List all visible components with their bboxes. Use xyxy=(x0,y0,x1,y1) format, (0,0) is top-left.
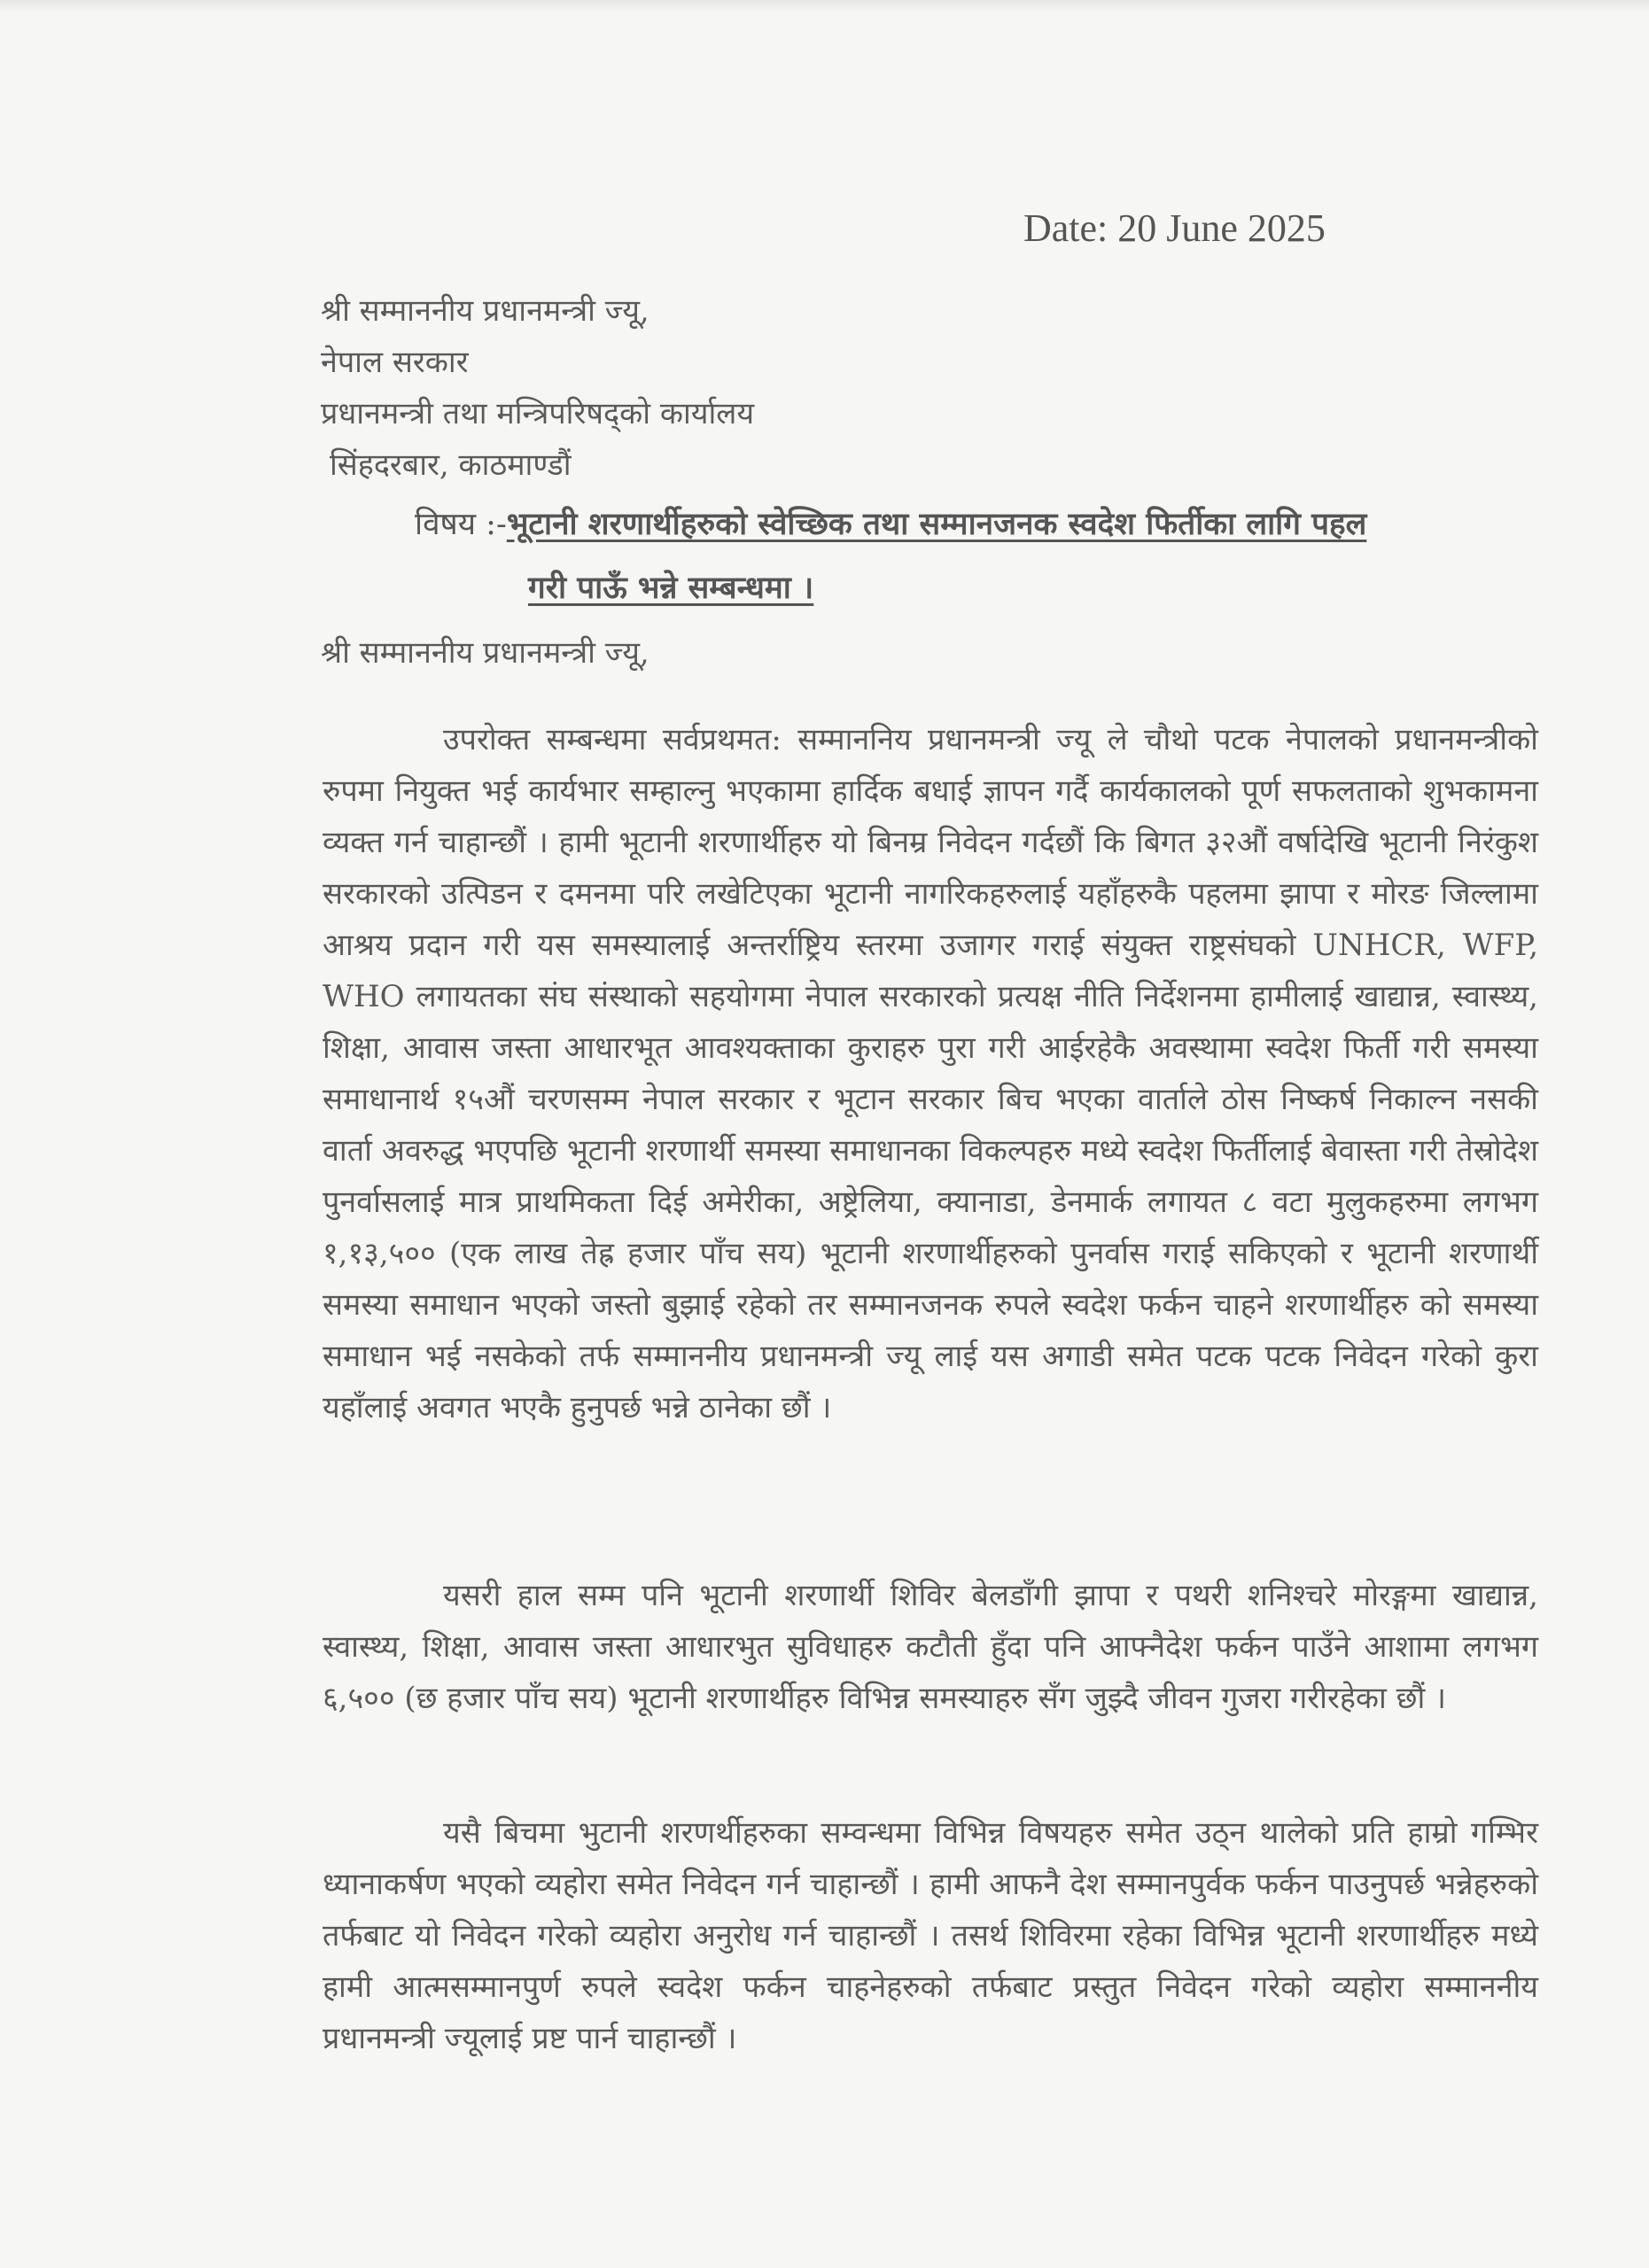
subject-line-2: गरी पाऊँ भन्ने सम्बन्धमा । xyxy=(528,570,814,606)
salutation: श्री सम्माननीय प्रधानमन्त्री ज्यू, xyxy=(321,635,649,671)
recipient-government: नेपाल सरकार xyxy=(321,345,469,380)
recipient-title: श्री सम्माननीय प्रधानमन्त्री ज्यू, xyxy=(321,293,649,329)
letter-subject xyxy=(415,493,1513,620)
subject-line-1: भूटानी शरणार्थीहरुको स्वेच्छिक तथा सम्मानजनक स्वदेश फिर्तीका लागि पहल xyxy=(506,506,1367,542)
letter-date: Date: 20 June 2025 xyxy=(1023,206,1326,250)
recipient-office: प्रधानमन्त्री तथा मन्त्रिपरिषद्को कार्यालय xyxy=(321,396,755,431)
body-paragraph-2: यसरी हाल सम्म पनि भूटानी शरणार्थी शिविर बेलडाँगी झापा र पथरी शनिश्चरे मोरङ्गमा खाद्यान्न, स्वास्थ्य, शिक्षा, आवास जस्ता आधारभुत सुविधाहरु कटौती हुँदा पनि आफ्नैदेश फर्कन पाउँने आशामा लगभग ६,५०० (छ हजार पाँच सय) भूटानी शरणार्थीहरु विभिन्न समस्याहरु सँग जुझ्दै जीवन गुजरा गरीरहेका छौं । xyxy=(323,1578,1538,1716)
body-paragraph-3: यसै बिचमा भुटानी शरणर्थीहरुका सम्वन्धमा विभिन्न विषयहरु समेत उठ्न थालेको प्रति हाम्रो गम्भिर ध्यानाकर्षण भएको व्यहोरा समेत निवेदन गर्न चाहान्छौं । हामी आफनै देश सम्मानपुर्वक फर्कन पाउनुपर्छ भन्नेहरुको तर्फबाट यो निवेदन गरेको व्यहोरा अनुरोध गर्न चाहान्छौं । तसर्थ शिविरमा रहेका विभिन्न भूटानी शरणार्थीहरु मध्ये हामी आत्मसम्मानपुर्ण रुपले स्वदेश फर्कन चाहनेहरुको तर्फबाट प्रस्तुत निवेदन गरेको व्यहोरा सम्माननीय प्रधानमन्त्री ज्यूलाई प्रष्ट पार्न चाहान्छौं । xyxy=(323,1815,1538,2056)
body-paragraph-1: उपरोक्त सम्बन्धमा सर्वप्रथमत: सम्माननिय प्रधानमन्त्री ज्यू ले चौथो पटक नेपालको प्रधानमन्त्रीको रुपमा नियुक्त भई कार्यभार सम्हाल्नु भएकामा हार्दिक बधाई ज्ञापन गर्दै कार्यकालको पूर्ण सफलताको शुभकामना व्यक्त गर्न चाहान्छौं । हामी भूटानी शरणार्थीहरु यो बिनम्र निवेदन गर्दछौं कि बिगत ३२औं वर्षादेखि भूटानी निरंकुश सरकारको उत्पिडन र दमनमा परि लखेटिएका भूटानी नागरिकहरुलाई यहाँहरुकै पहलमा झापा र मोरङ जिल्लामा आश्रय प्रदान गरी यस समस्यालाई अन्तर्राष्ट्रिय स्तरमा उजागर गराई संयुक्त राष्ट्रसंघको UNHCR, WFP, WHO लगायतका संघ संस्थाको सहयोगमा नेपाल सरकारको प्रत्यक्ष नीति निर्देशनमा हामीलाई खाद्यान्न, स्वास्थ्य, शिक्षा, आवास जस्ता आधारभूत आवश्यक्ताका कुराहरु पुरा गरी आईरहेकै अवस्थामा स्वदेश फिर्ती गरी समस्या समाधानार्थ १५औं चरणसम्म नेपाल सरकार र भूटान सरकार बिच भएका वार्ताले ठोस निष्कर्ष निकाल्न नसकी वार्ता अवरुद्ध भएपछि भूटानी शरणार्थी समस्या समाधानका विकल्पहरु मध्ये स्वदेश फिर्तीलाई बेवास्ता गरी तेस्रोदेश पुनर्वासलाई मात्र प्राथमिकता दिई अमेरीका, अष्ट्रेलिया, क्यानाडा, डेनमार्क लगायत ८ वटा मुलुकहरुमा लगभग १,१३,५०० (एक लाख तेह्र हजार पाँच सय) भूटानी शरणार्थीहरुको पुनर्वास गराई सकिएको र भूटानी शरणार्थी समस्या समाधान भएको जस्तो बुझाई रहेको तर सम्मानजनक रुपले स्वदेश फर्कन चाहने शरणार्थीहरु को समस्या समाधान भई नसकेको तर्फ सम्माननीय प्रधानमन्त्री ज्यू लाई यस अगाडी समेत पटक पटक निवेदन गरेको कुरा यहाँलाई अवगत भएकै हुनुपर्छ भन्ने ठानेका छौं । xyxy=(323,722,1538,1425)
scan-top-edge xyxy=(0,0,1649,12)
recipient-location: सिंहदरबार, काठमाण्डौं xyxy=(330,447,572,483)
subject-label: विषय :- xyxy=(415,507,507,542)
